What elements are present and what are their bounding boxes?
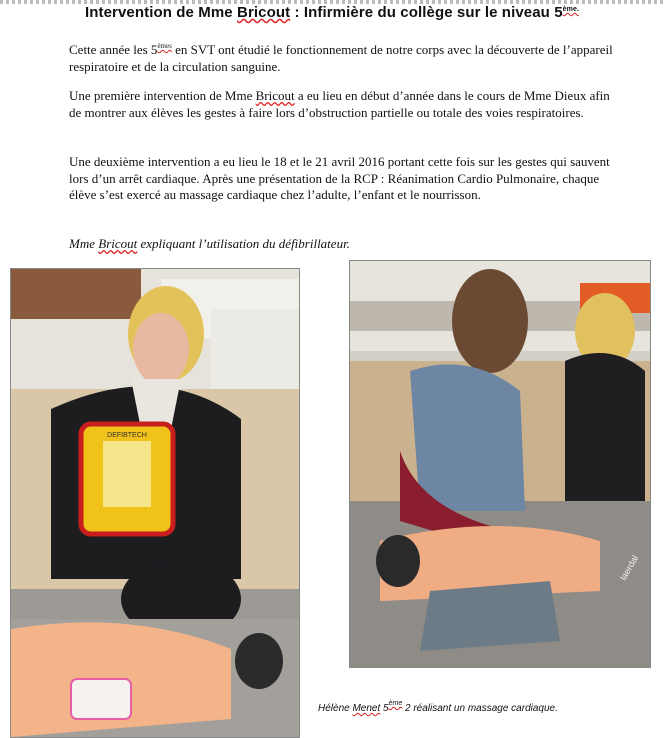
p2-text-b: a eu lieu en début d’année dans le cours de Mme Dieux afin de montrer aux élèves les gestes à faire lors d’obstruction partielle ou totale des voies respiratoires.: [69, 88, 610, 120]
title-text-start: Intervention de Mme: [84, 4, 238, 21]
photo-nurse-defibrillator: [10, 268, 300, 738]
p4-text-b: expliquant l’utilisation du défibrillateur.: [137, 236, 350, 251]
p1-text-b: en SVT ont étudié le fonctionnement de notre corps avec la découverte de l’appareil respiratoire et de la circulation sanguine.: [69, 42, 613, 74]
paragraph-first-intervention: [69, 88, 614, 121]
caption-photo-right: [318, 700, 558, 714]
caption2-name: Menet: [352, 703, 381, 714]
p4-name: Bricout: [98, 236, 138, 251]
caption2-text-a: Hélène: [318, 703, 353, 714]
device-label: DEFIBTECH: [107, 432, 147, 439]
caption-photo-left: [69, 236, 614, 253]
p4-text-a: Mme: [69, 236, 99, 251]
caption2-text-b: 5: [380, 703, 389, 714]
photo-student-cpr: [349, 260, 651, 668]
p2-name: Bricout: [255, 88, 295, 103]
mat-label: laerdal: [618, 553, 641, 582]
page-title: [0, 4, 664, 21]
p2-text-a: Une première intervention de Mme: [69, 88, 256, 103]
paragraph-second-intervention: Une deuxième intervention a eu lieu le 18 et le 21 avril 2016 portant cette fois sur les gestes qui sauvent lors d’un arrêt cardiaque. Après une présentation de la RCP : Réanimation Cardio Pulmonaire, chaque élève s’est exercé au massage cardiaque chez l’adulte, l’enfant et le nourrisson.: [69, 154, 610, 202]
caption2-superscript: ème: [388, 700, 403, 707]
caption2-text-c: 2 réalisant un massage cardiaque.: [402, 703, 558, 714]
title-superscript: ème.: [562, 6, 579, 13]
paragraph-intro: [69, 38, 614, 75]
p1-superscript: èmes: [157, 42, 172, 50]
p1-text-a: Cette année les 5: [69, 42, 158, 57]
title-text-end: : Infirmière du collège sur le niveau 5: [290, 4, 563, 21]
title-name: Bricout: [237, 4, 291, 21]
